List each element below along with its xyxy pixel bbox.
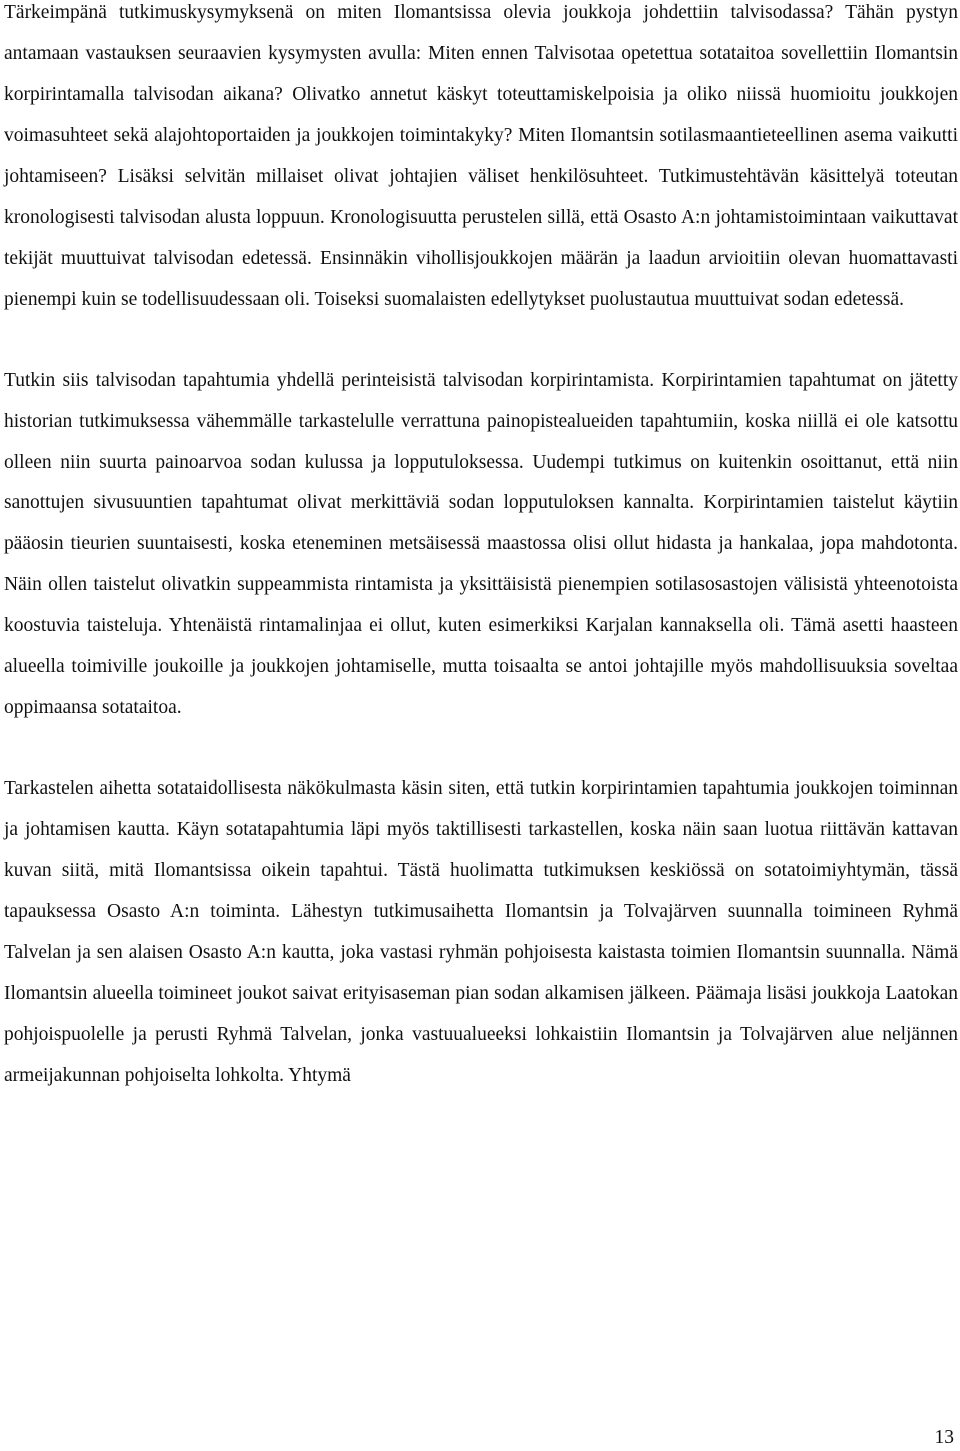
document-page bbox=[4, 0, 958, 1097]
paragraph-research-questions: Tärkeimpänä tutkimuskysymyksenä on miten Ilomantsissa olevia joukkoja johdettiin talvisodassa? Tähän pystyn antamaan vastauksen seuraavien kysymysten avulla: Miten ennen Talvisotaa opetettua sotataitoa sovellettiin Ilomantsin korpirintamalla talvisodan aikana? Olivatko annetut käskyt toteuttamiskelpoisia ja oliko niissä huomioitu joukkojen voimasuhteet sekä alajohtoportaiden ja joukkojen toimintakyky? Miten Ilomantsin sotilasmaantieteellinen asema vaikutti johtamiseen? Lisäksi selvitän millaiset olivat johtajien väliset henkilösuhteet. Tutkimustehtävän käsittelyä toteutan kronologisesti talvisodan alusta loppuun. Kronologisuutta perustelen sillä, että Osasto A:n johtamistoimintaan vaikuttavat tekijät muuttuivat talvisodan edetessä. Ensinnäkin vihollisjoukkojen määrän ja laadun arvioitiin olevan huomattavasti pienempi kuin se todellisuudessaan oli. Toiseksi suomalaisten edellytykset puolustautua muuttuivat sodan edetessä. bbox=[4, 2, 958, 310]
paragraph-korpirintama: Tutkin siis talvisodan tapahtumia yhdellä perinteisistä talvisodan korpirintamista. Korpirintamien tapahtumat on jätetty historian tutkimuksessa vähemmälle tarkastelulle verrattuna painopistealueiden tapahtumiin, koska niillä ei ole katsottu olleen niin suurta painoarvoa sodan kulussa ja lopputuloksessa. Uudempi tutkimus on kuitenkin osoittanut, että niin sanottujen sivusuuntien tapahtumat olivat merkittäviä sodan lopputuloksen kannalta. Korpirintamien taistelut käytiin pääosin tieurien suuntaisesti, koska eteneminen metsäisessä maastossa olisi ollut hidasta ja hankalaa, jopa mahdotonta. Näin ollen taistelut olivatkin suppeammista rintamista ja yksittäisistä pienempien sotilasosastojen välisistä yhteenotoista koostuvia taisteluja. Yhtenäistä rintamalinjaa ei ollut, kuten esimerkiksi Karjalan kannaksella oli. Tämä asetti haasteen alueella toimiville joukoille ja joukkojen johtamiselle, mutta toisaalta se antoi johtajille myös mahdollisuuksia soveltaa oppimaansa sotataitoa. bbox=[4, 369, 958, 719]
paragraph-perspective: Tarkastelen aihetta sotataidollisesta näkökulmasta käsin siten, että tutkin korpirintamien tapahtumia joukkojen toiminnan ja johtamisen kautta. Käyn sotatapahtumia läpi myös taktillisesti tarkastellen, koska näin saan luotua riittävän kattavan kuvan siitä, mitä Ilomantsissa oikein tapahtui. Tästä huolimatta tutkimuksen keskiössä on sotatoimiyhtymän, tässä tapauksessa Osasto A:n toiminta. Lähestyn tutkimusaihetta Ilomantsin ja Tolvajärven suunnalla toimineen Ryhmä Talvelan ja sen alaisen Osasto A:n kautta, joka vastasi ryhmän pohjoisesta kaistasta toimien Ilomantsin suunnalla. Nämä Ilomantsin alueella toimineet joukot saivat erityisaseman pian sodan alkamisen jälkeen. Päämaja lisäsi joukkoja Laatokan pohjoispuolelle ja perusti Ryhmä Talvelan, jonka vastuualueeksi lohkaistiin Ilomantsin ja Tolvajärven alue neljännen armeijakunnan pohjoiselta lohkolta. Yhtymä bbox=[4, 778, 958, 1086]
page-number: 13 bbox=[934, 1427, 954, 1448]
